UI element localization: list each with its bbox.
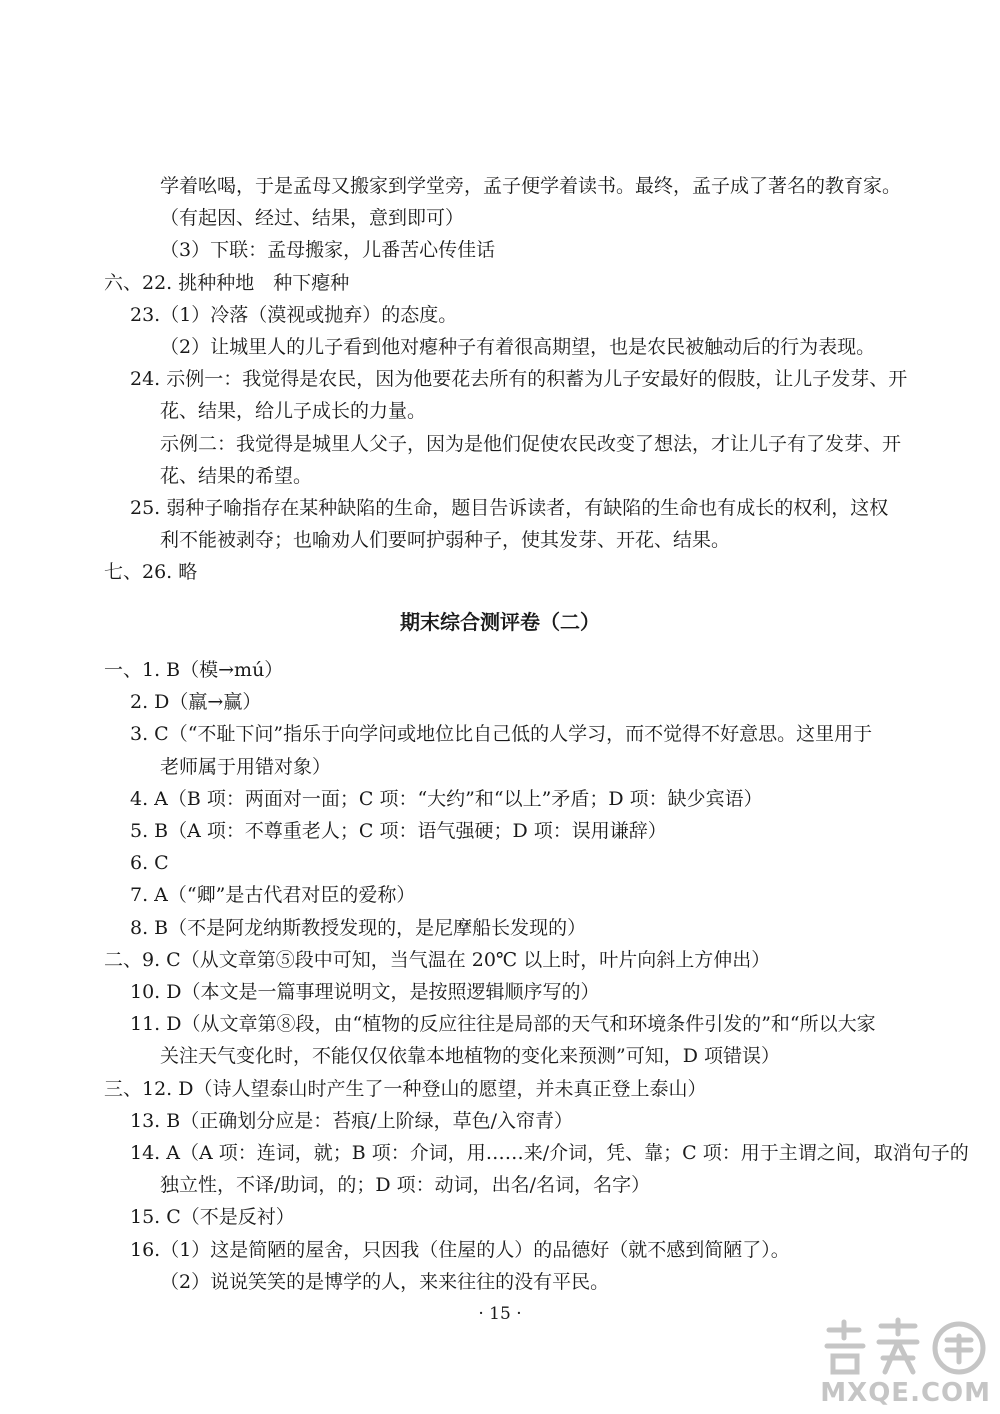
text-line: 花、结果的希望。 (160, 464, 313, 487)
text-line: 2. D（羸→赢） (130, 691, 262, 714)
text-line: 老师属于用错对象） (160, 755, 332, 778)
text-line: 14. A（A 项：连词，就；B 项：介词，用……来/介词，凭、靠；C 项：用于主谓之间，取消句子的 (130, 1142, 969, 1164)
text-line: 7. A（“卿”是古代君对臣的爱称） (130, 884, 416, 907)
text-line: 4. A（B 项：两面对一面；C 项：“大约”和“以上”矛盾；D 项：缺少宾语） (130, 787, 763, 810)
section-title: 期末综合测评卷（二） (400, 610, 600, 634)
text-line: 13. B（正确划分应是：苔痕/上阶绿，草色/入帘青） (130, 1109, 574, 1132)
text-line: 24. 示例一：我觉得是农民，因为他要花去所有的积蓄为儿子安最好的假肢，让儿子发芽、开 (130, 368, 908, 391)
text-line: 3. C（“不耻下问”指乐于向学问或地位比自己低的人学习，而不觉得不好意思。这里用于 (130, 723, 873, 746)
text-line: 6. C (130, 852, 169, 875)
watermark-site: MXQE.COM (820, 1378, 991, 1408)
text-line: 示例二：我觉得是城里人父子，因为是他们促使农民改变了想法，才让儿子有了发芽、开 (160, 432, 902, 455)
text-line: 关注天气变化时，不能仅仅依靠本地植物的变化来预测”可知，D 项错误） (160, 1045, 780, 1068)
text-line: 5. B（A 项：不尊重老人；C 项：语气强硬；D 项：误用谦辞） (130, 820, 667, 842)
text-line: 二、9. C（从文章第⑤段中可知，当气温在 20℃ 以上时，叶片向斜上方伸出） (104, 948, 771, 971)
text-line: 学着吆喝，于是孟母又搬家到学堂旁，孟子便学着读书。最终，孟子成了著名的教育家。 (160, 175, 902, 197)
text-line: （有起因、经过、结果，意到即可） (160, 207, 465, 230)
text-line: 15. C（不是反衬） (130, 1206, 295, 1229)
text-line: 花、结果，给儿子成长的力量。 (160, 400, 427, 423)
text-line: 独立性，不译/助词，的；D 项：动词，出名/名词，名字） (160, 1174, 651, 1197)
text-line: 16.（1）这是简陋的屋舍，只因我（住屋的人）的品德好（就不感到简陋了）。 (130, 1238, 790, 1261)
text-line: 三、12. D（诗人望泰山时产生了一种登山的愿望，并未真正登上泰山） (104, 1077, 707, 1100)
text-line: （2）让城里人的儿子看到他对瘪种子有着很高期望，也是农民被触动后的行为表现。 (160, 336, 876, 358)
text-line: 8. B（不是阿龙纳斯教授发现的，是尼摩船长发现的） (130, 916, 587, 939)
text-line: （3）下联：孟母搬家，儿番苦心传佳话 (160, 239, 496, 262)
text-line: 25. 弱种子喻指存在某种缺陷的生命，题目告诉读者，有缺陷的生命也有成长的权利，这权 (130, 497, 889, 519)
text-line: 七、26. 略 (104, 561, 198, 584)
text-line: 23.（1）冷落（漠视或抛弃）的态度。 (130, 303, 458, 326)
watermark-logo-icon (819, 1316, 989, 1378)
text-line: 11. D（从文章第⑧段，由“植物的反应往往是局部的天气和环境条件引发的”和“所以大家 (130, 1013, 876, 1036)
text-line: 利不能被剥夺；也喻劝人们要呵护弱种子，使其发芽、开花、结果。 (160, 529, 731, 552)
text-line: （2）说说笑笑的是博学的人，来来往往的没有平民。 (160, 1270, 610, 1293)
watermark (810, 1312, 995, 1412)
page-number: · 15 · (478, 1304, 522, 1324)
text-line: 六、22. 挑种种地 种下瘪种 (104, 271, 350, 294)
text-line: 10. D（本文是一篇事理说明文，是按照逻辑顺序写的） (130, 981, 600, 1003)
text-line: 一、1. B（模→mú） (104, 659, 284, 681)
